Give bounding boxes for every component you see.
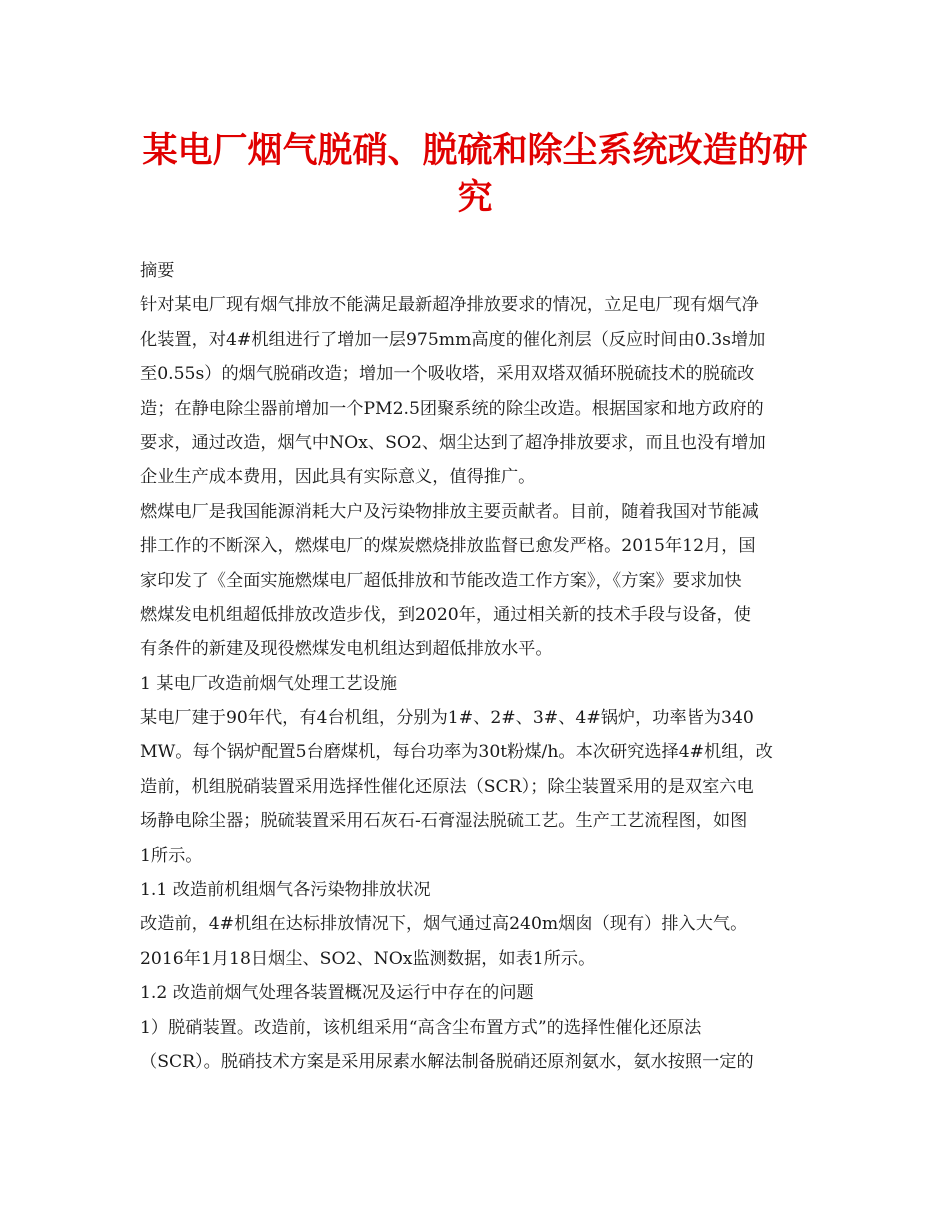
title-line-2: 究 [457, 178, 493, 218]
text-line: 化装置，对4#机组进行了增加一层975mm高度的催化剂层（反应时间由0.3s增加 [140, 329, 766, 350]
text-line: 某电厂建于90年代，有4台机组，分别为1#、2#、3#、4#锅炉，功率皆为340 [140, 708, 754, 729]
section-heading: 1 某电厂改造前烟气处理工艺设施 [140, 673, 398, 694]
text-line: 场静电除尘器；脱硫装置采用石灰石-石膏湿法脱硫工艺。生产工艺流程图，如图 [140, 811, 748, 832]
text-line: 造；在静电除尘器前增加一个PM2.5团聚系统的除尘改造。根据国家和地方政府的 [140, 398, 764, 419]
text-line: （SCR）。脱硝技术方案是采用尿素水解法制备脱硝还原剂氨水，氨水按照一定的 [140, 1051, 754, 1072]
text-line: 1）脱硝装置。改造前，该机组采用“高含尘布置方式”的选择性催化还原法 [140, 1017, 702, 1038]
text-line: 至0.55s）的烟气脱硝改造；增加一个吸收塔，采用双塔双循环脱硫技术的脱硫改 [140, 364, 755, 385]
text-line: 1所示。 [140, 845, 203, 866]
text-line: 针对某电厂现有烟气排放不能满足最新超净排放要求的情况，立足电厂现有烟气净 [140, 295, 759, 316]
text-line: 排工作的不断深入，燃煤电厂的煤炭燃烧排放监督已愈发严格。2015年12月，国 [140, 536, 756, 557]
text-line: 改造前，4#机组在达标排放情况下，烟气通过高240m烟囱（现有）排入大气。 [140, 914, 748, 935]
text-line: 燃煤电厂是我国能源消耗大户及污染物排放主要贡献者。目前，随着我国对节能减 [140, 501, 759, 522]
abstract-heading: 摘要 [140, 261, 175, 281]
text-line: 燃煤发电机组超低排放改造步伐，到2020年，通过相关新的技术手段与设备，使 [140, 604, 751, 625]
text-line: 2016年1月18日烟尘、SO2、NOx监测数据，如表1所示。 [140, 948, 596, 969]
subsection-heading: 1.2 改造前烟气处理各装置概况及运行中存在的问题 [140, 983, 534, 1004]
text-line: MW。每个锅炉配置5台磨煤机，每台功率为30t粉煤/h。本次研究选择4#机组，改 [140, 742, 773, 763]
text-line: 要求，通过改造，烟气中NOx、SO2、烟尘达到了超净排放要求，而且也没有增加 [140, 432, 766, 453]
document-body [140, 254, 810, 1079]
title-line-1: 某电厂烟气脱硝、脱硫和除尘系统改造的研 [142, 131, 808, 171]
text-line: 有条件的新建及现役燃煤发电机组达到超低排放水平。 [140, 639, 553, 660]
text-line: 企业生产成本费用，因此具有实际意义，值得推广。 [140, 467, 536, 488]
text-line: 家印发了《全面实施燃煤电厂超低排放和节能改造工作方案》，《方案》要求加快 [140, 570, 742, 591]
subsection-heading: 1.1 改造前机组烟气各污染物排放状况 [140, 880, 431, 901]
text-line: 造前，机组脱硝装置采用选择性催化还原法（SCR）；除尘装置采用的是双室六电 [140, 776, 754, 797]
document-title [140, 128, 810, 222]
